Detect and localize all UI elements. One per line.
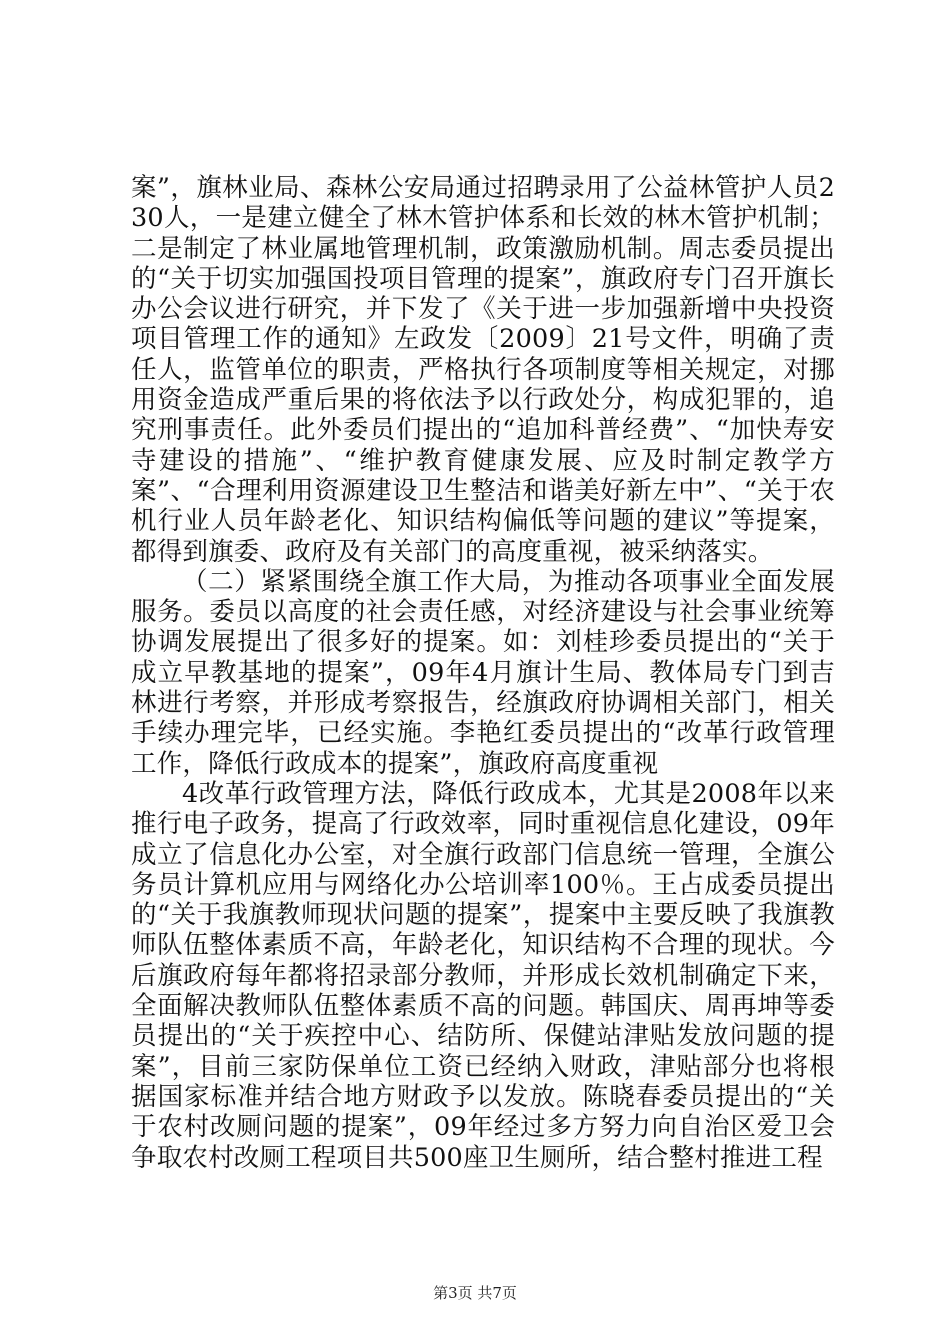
paragraph-3: 4改革行政管理方法，降低行政成本，尤其是2008年以来推行电子政务，提高了行政效率，同时重视信息化建设，09年成立了信息化办公室，对全旗行政部门信息统一管理，全旗公务员计算机应用与网络化办公培训率100％。王占成委员提出的“关于我旗教师现状问题的提案”，提案中主要反映了我旗教师队伍整体素质不高，年龄老化，知识结构不合理的现状。今后旗政府每年都将招录部分教师，并形成长效机制确定下来，全面解决教师队伍整体素质不高的问题。韩国庆、周再坤等委员提出的“关于疾控中心、结防所、保健站津贴发放问题的提案”，目前三家防保单位工资已经纳入财政，津贴部分也将根据国家标准并结合地方财政予以发放。陈晓春委员提出的“关于农村改厕问题的提案”，09年经过多方努力向自治区爱卫会争取农村改厕工程项目共500座卫生厕所，结合整村推进工程 (131, 778, 835, 1173)
paragraph-1: 案”，旗林业局、森林公安局通过招聘录用了公益林管护人员230人，一是建立健全了林木管护体系和长效的林木管护机制；二是制定了林业属地管理机制，政策激励机制。周志委员提出的“关于切实加强国投项目管理的提案”，旗政府专门召开旗长办公会议进行研究，并下发了《关于进一步加强新增中央投资项目管理工作的通知》左政发〔2009〕21号文件，明确了责任人，监管单位的职责，严格执行各项制度等相关规定，对挪用资金造成严重后果的将依法予以行政处分，构成犯罪的，追究刑事责任。此外委员们提出的“追加科普经费”、“加快寿安寺建设的措施”、“维护教育健康发展、应及时制定教学方案”、“合理利用资源建设卫生整洁和谐美好新左中”、“关于农机行业人员年龄老化、知识结构偏低等问题的建议”等提案，都得到旗委、政府及有关部门的高度重视，被采纳落实。 (131, 173, 835, 567)
document-body (131, 173, 835, 1173)
paragraph-2: （二）紧紧围绕全旗工作大局，为推动各项事业全面发展服务。委员以高度的社会责任感，对经济建设与社会事业统筹协调发展提出了很多好的提案。如：刘桂珍委员提出的“关于成立早教基地的提案”，09年4月旗计生局、教体局专门到吉林进行考察，并形成考察报告，经旗政府协调相关部门，相关手续办理完毕，已经实施。李艳红委员提出的“改革行政管理工作，降低行政成本的提案”，旗政府高度重视 (131, 566, 835, 779)
page-number-footer: 第3页 共7页 (433, 1284, 517, 1302)
